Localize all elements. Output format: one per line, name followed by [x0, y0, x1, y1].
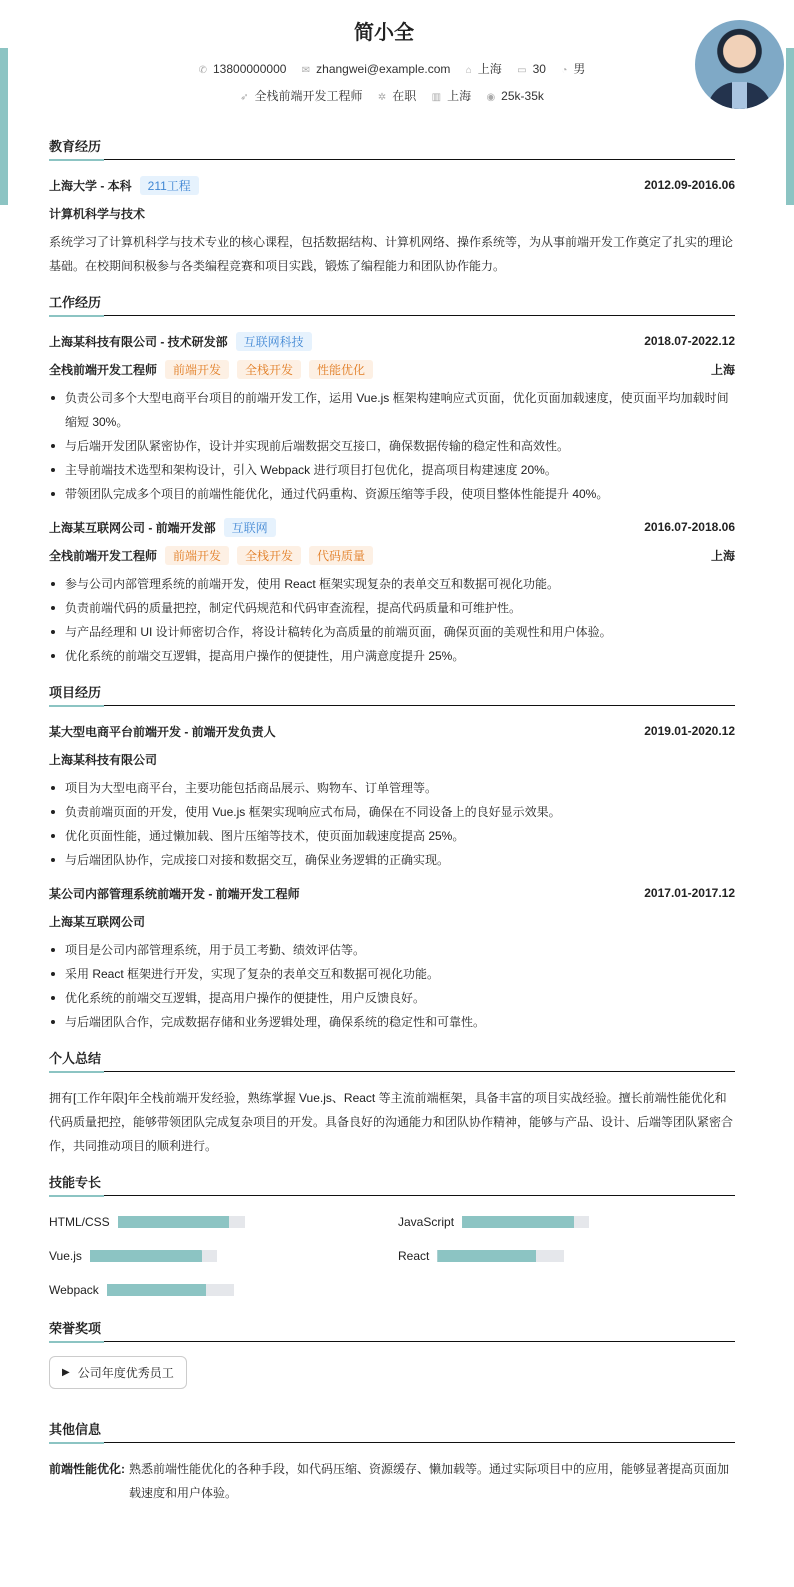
- award-item[interactable]: ▶ 公司年度优秀员工: [49, 1356, 187, 1389]
- project-company: 上海某互联网公司: [49, 914, 146, 929]
- left-accent-bar: [0, 48, 8, 205]
- skill-name: HTML/CSS: [49, 1215, 110, 1229]
- salary-icon: ◉: [486, 92, 496, 103]
- list-item: 与产品经理和 UI 设计师密切合作，将设计稿转化为高质量的前端页面，确保页面的美观性和用户体验。: [49, 620, 735, 644]
- skill-name: Webpack: [49, 1283, 99, 1297]
- industry-tag: 互联网: [224, 518, 276, 537]
- list-item: 参与公司内部管理系统的前端开发，使用 React 框架实现复杂的表单交互和数据可视化功能。: [49, 572, 735, 596]
- project-item: [49, 882, 735, 1034]
- list-item: 优化页面性能，通过懒加载、图片压缩等技术，使页面加载速度提高 25%。: [49, 824, 735, 848]
- work-item: [49, 330, 735, 506]
- skill-tag: 全栈开发: [237, 360, 301, 379]
- period: 2012.09-2016.06: [644, 178, 735, 192]
- list-item: 与后端团队协作，完成接口对接和数据交互，确保业务逻辑的正确实现。: [49, 848, 735, 872]
- list-item: 带领团队完成多个项目的前端性能优化，通过代码重构、资源压缩等手段，使项目整体性能提升 40%。: [49, 482, 735, 506]
- avatar: [695, 20, 784, 109]
- skill-item: [398, 1246, 735, 1266]
- company: 上海某互联网公司 - 前端开发部: [49, 520, 216, 535]
- right-accent-bar: [786, 48, 794, 205]
- section-heading: 荣誉奖项: [49, 1318, 735, 1342]
- projects-section: [49, 682, 735, 1034]
- work-item: [49, 516, 735, 668]
- school-tag: 211工程: [140, 176, 199, 195]
- skill-bar-fill: [437, 1250, 536, 1262]
- caret-right-icon: ▶: [62, 1367, 70, 1378]
- education-desc: 系统学习了计算机科学与技术专业的核心课程，包括数据结构、计算机网络、操作系统等，为从事前端开发工作奠定了扎实的理论基础。在校期间积极参与各类编程竞赛和项目实践，锻炼了编程能力和团队协作能力。: [49, 235, 734, 273]
- education-section: [49, 136, 735, 278]
- status-icon: ✲: [377, 92, 387, 103]
- project-name: 某公司内部管理系统前端开发 - 前端开发工程师: [49, 886, 300, 901]
- summary-text: 拥有[工作年限]年全栈前端开发经验，熟练掌握 Vue.js、React 等主流前端框架，具备丰富的项目实战经验。擅长前端性能优化和代码质量把控，能够带领团队完成复杂项目的开发。具备良好的沟通能力和团队协作精神，能够与产品、设计、后端等团队紧密合作，共同推动项目的顺利进行。: [49, 1091, 734, 1153]
- list-item: 主导前端技术选型和架构设计，引入 Webpack 进行项目打包优化，提高项目构建速度 20%。: [49, 458, 735, 482]
- mail-icon: ✉: [301, 65, 311, 76]
- skill-bar-fill: [107, 1284, 206, 1296]
- role: 全栈前端开发工程师: [49, 548, 158, 563]
- building-icon: ▥: [431, 92, 442, 103]
- section-heading: 教育经历: [49, 136, 735, 160]
- skill-tag: 性能优化: [309, 360, 373, 379]
- role: 全栈前端开发工程师: [49, 362, 158, 377]
- section-heading: 工作经历: [49, 292, 735, 316]
- major: 计算机科学与技术: [49, 206, 146, 221]
- project-company: 上海某科技有限公司: [49, 752, 158, 767]
- skill-name: React: [398, 1249, 430, 1263]
- skill-bar: [437, 1250, 564, 1262]
- skills-section: [49, 1172, 735, 1300]
- gender-icon: ◔: [561, 65, 568, 76]
- list-item: 项目为大型电商平台，主要功能包括商品展示、购物车、订单管理等。: [49, 776, 735, 800]
- skill-tag: 前端开发: [165, 360, 229, 379]
- section-heading: 项目经历: [49, 682, 735, 706]
- skill-bar-fill: [118, 1216, 230, 1228]
- contact-line: ✆ 13800000000 ✉ zhangwei@example.com ⌂ 上海 ▭ 30 ◔ 男: [198, 62, 586, 76]
- period: 2016.07-2018.06: [644, 520, 735, 534]
- city: 上海: [710, 548, 735, 563]
- industry-tag: 互联网科技: [236, 332, 312, 351]
- period: 2017.01-2017.12: [644, 886, 735, 900]
- section-heading: 个人总结: [49, 1048, 735, 1072]
- list-item: 项目是公司内部管理系统，用于员工考勤、绩效评估等。: [49, 938, 735, 962]
- list-item: 负责公司多个大型电商平台项目的前端开发工作，运用 Vue.js 框架构建响应式页面，优化页面加载速度，使页面平均加载时间缩短 30%。: [49, 386, 735, 434]
- skill-name: JavaScript: [398, 1215, 455, 1229]
- job-intent-line: ➶ 全栈前端开发工程师 ✲ 在职 ▥ 上海 ◉ 25k-35k: [240, 89, 544, 103]
- company: 上海某科技有限公司 - 技术研发部: [49, 334, 228, 349]
- other-label: 前端性能优化:: [49, 1462, 125, 1476]
- project-item: [49, 720, 735, 872]
- period: 2018.07-2022.12: [644, 334, 735, 348]
- skill-bar: [107, 1284, 234, 1296]
- skill-bar: [462, 1216, 589, 1228]
- skill-item: [49, 1280, 398, 1300]
- list-item: 优化系统的前端交互逻辑，提高用户操作的便捷性，用户满意度提升 25%。: [49, 644, 735, 668]
- list-item: 优化系统的前端交互逻辑，提高用户操作的便捷性，用户反馈良好。: [49, 986, 735, 1010]
- skill-item: [49, 1246, 398, 1266]
- period: 2019.01-2020.12: [644, 724, 735, 738]
- other-text: 熟悉前端性能优化的各种手段，如代码压缩、资源缓存、懒加载等。通过实际项目中的应用，能够显著提高页面加载速度和用户体验。: [129, 1462, 730, 1500]
- section-heading: 其他信息: [49, 1419, 735, 1443]
- other-section: [49, 1419, 735, 1505]
- list-item: 负责前端代码的质量把控，制定代码规范和代码审查流程，提高代码质量和可维护性。: [49, 596, 735, 620]
- section-heading: 技能专长: [49, 1172, 735, 1196]
- skill-tag: 全栈开发: [237, 546, 301, 565]
- cake-icon: ▭: [517, 65, 527, 76]
- skill-name: Vue.js: [49, 1249, 82, 1263]
- skill-bar-fill: [90, 1250, 202, 1262]
- city: 上海: [710, 362, 735, 377]
- skill-item: [49, 1212, 398, 1232]
- awards-section: [49, 1318, 735, 1405]
- skill-bar: [118, 1216, 245, 1228]
- work-section: [49, 292, 735, 668]
- skill-tag: 前端开发: [165, 546, 229, 565]
- candidate-name: 简小全: [354, 22, 414, 44]
- skill-bar: [90, 1250, 217, 1262]
- summary-section: [49, 1048, 735, 1158]
- list-item: 与后端开发团队紧密协作，设计并实现前后端数据交互接口，确保数据传输的稳定性和高效性。: [49, 434, 735, 458]
- list-item: 负责前端页面的开发，使用 Vue.js 框架实现响应式布局，确保在不同设备上的良好显示效果。: [49, 800, 735, 824]
- skill-bar-fill: [462, 1216, 574, 1228]
- list-item: 采用 React 框架进行开发，实现了复杂的表单交互和数据可视化功能。: [49, 962, 735, 986]
- skill-item: [398, 1212, 735, 1232]
- list-item: 与后端团队合作，完成数据存储和业务逻辑处理，确保系统的稳定性和可靠性。: [49, 1010, 735, 1034]
- skill-tag: 代码质量: [309, 546, 373, 565]
- home-icon: ⌂: [465, 65, 472, 76]
- phone-icon: ✆: [198, 65, 207, 76]
- school: 上海大学 - 本科: [49, 178, 132, 193]
- send-icon: ➶: [240, 92, 249, 103]
- project-name: 某大型电商平台前端开发 - 前端开发负责人: [49, 724, 276, 739]
